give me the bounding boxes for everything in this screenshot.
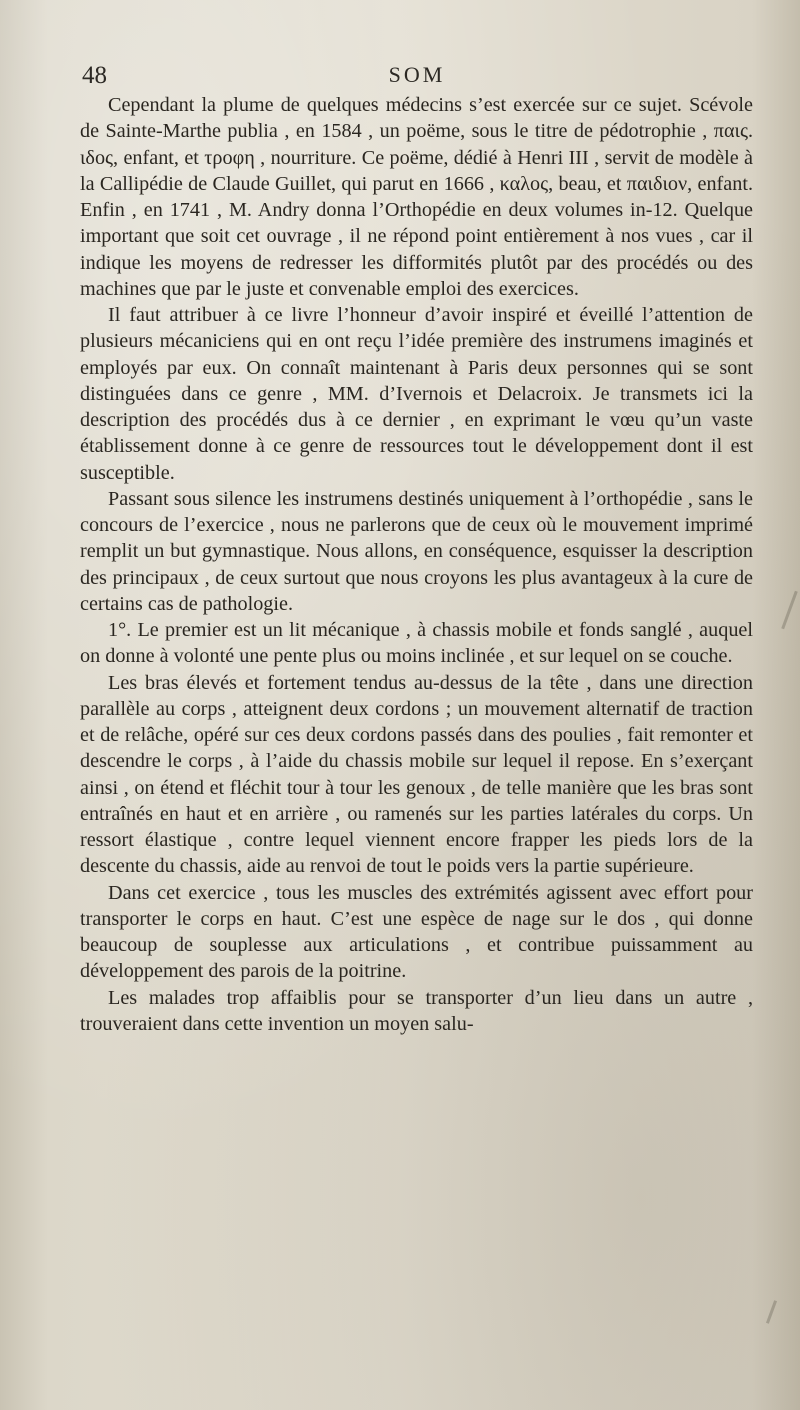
running-head-title: SOM xyxy=(388,62,446,87)
running-head xyxy=(82,62,752,92)
paragraph: 1°. Le premier est un lit mécanique , à chassis mobile et fonds sanglé , auquel on donne à volonté une pente plus ou moins inclinée , et sur lequel on se couche. xyxy=(80,619,753,668)
paragraph: Dans cet exercice , tous les muscles des extrémités agissent avec effort pour transporter le corps en haut. C’est une espèce de nage sur le dos , qui donne beaucoup de souplesse aux articulations , et contribue puissamment au développement des parois de la poitrine. xyxy=(80,881,753,983)
paragraph: Il faut attribuer à ce livre l’honneur d’avoir inspiré et éveillé l’attention de plusieurs mécaniciens qui en ont reçu l’idée première des instrumens imaginés et employés par eux. On connaît maintenant à Paris deux personnes qui se sont distinguées dans ce genre , MM. d’Ivernois et Delacroix. Je transmets ici la description des procédés dus à ce dernier , en exprimant le vœu qu’un vaste établissement donne à ce genre de ressources tout le développement dont il est susceptible. xyxy=(80,304,753,484)
paragraph: Cependant la plume de quelques médecins s’est exercée sur ce sujet. Scévole de Sainte-Marthe publia , en 1584 , un poëme, sous le titre de pédotrophie , παις. ιδος, enfant, et τροφη , nourriture. Ce poëme, dédié à Henri III , servit de modèle à la Callipédie de Claude Guillet, qui parut en 1666 , καλος, beau, et παιδιον, enfant. Enfin , en 1741 , M. Andry donna l’Orthopédie en deux volumes in-12. Quelque important que soit cet ouvrage , il ne répond point entièrement à nos vues , car il indique les moyens de redresser les difformités plutôt par des procédés ou des machines que par le juste et convenable emploi des exercices. xyxy=(80,94,753,300)
page-number: 48 xyxy=(82,62,107,89)
paper-blemish xyxy=(766,1300,777,1324)
paragraph: Passant sous silence les instrumens destinés uniquement à l’orthopédie , sans le concours de l’exercice , nous ne parlerons que de ceux où le mouvement imprimé remplit un but gymnastique. Nous allons, en conséquence, esquisser la description des principaux , de ceux surtout que nous croyons les plus avantageux à la cure de certains cas de pathologie. xyxy=(80,487,753,615)
paper-blemish xyxy=(781,591,797,630)
text-body xyxy=(80,92,753,1037)
paragraph: Les bras élevés et fortement tendus au-dessus de la tête , dans une direction parallèle au corps , atteignent deux cordons ; un mouvement alternatif de traction et de relâche, opéré sur ces deux cordons passés dans des poulies , fait remonter et descendre le corps , à l’aide du chassis mobile sur lequel il repose. En s’exerçant ainsi , on étend et fléchit tour à tour les genoux , de telle manière que les bras sont entraînés en haut et en arrière , ou ramenés sur les parties latérales du corps. Un ressort élastique , contre lequel viennent encore frapper les pieds lors de la descente du chassis, aide au renvoi de tout le poids vers la partie supérieure. xyxy=(80,671,753,878)
paragraph: Les malades trop affaiblis pour se transporter d’un lieu dans un autre , trouveraient dans cette invention un moyen salu- xyxy=(80,986,753,1035)
